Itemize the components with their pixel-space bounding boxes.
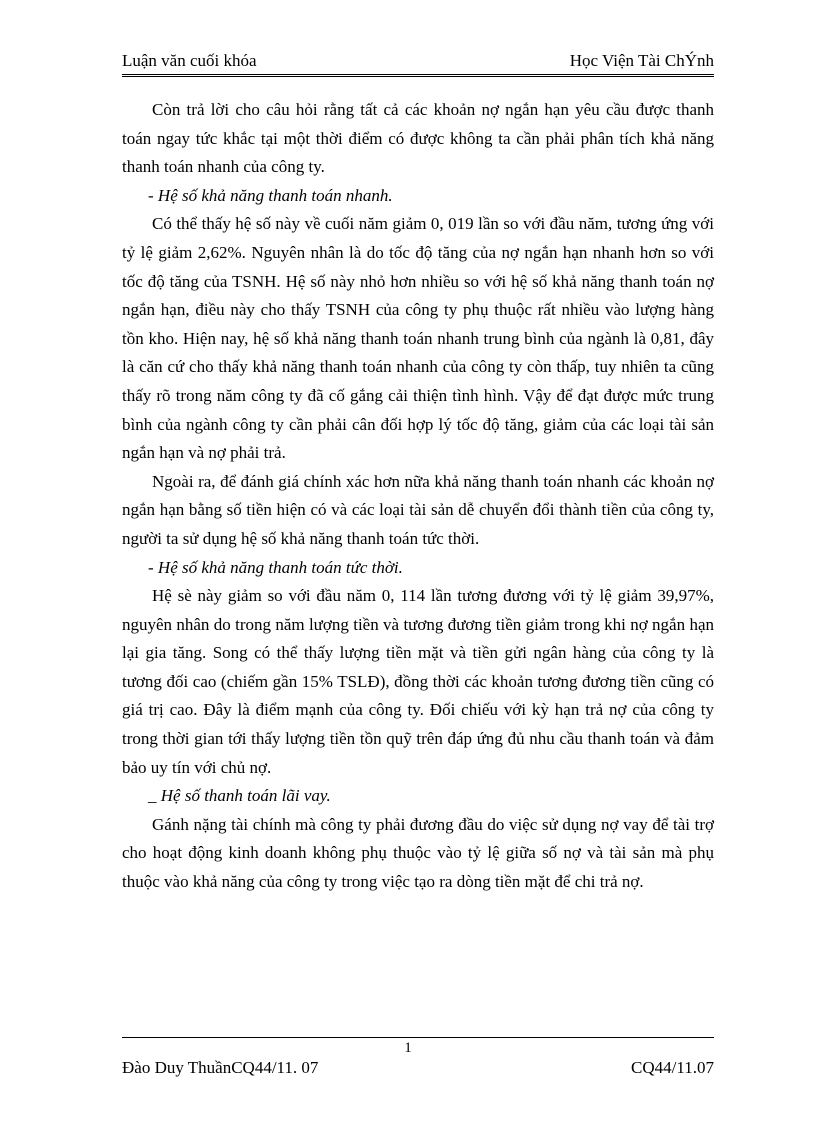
footer-author: Đào Duy ThuầnCQ44/11. 07 [122, 1058, 319, 1077]
section-heading: - Hệ số khả năng thanh toán tức thời. [148, 557, 403, 577]
page-header [122, 48, 714, 76]
document-body [122, 96, 714, 897]
footer-class-code: CQ44/11.07 [631, 1058, 714, 1077]
header-divider [122, 74, 714, 80]
section-heading: _ Hệ số thanh toán lãi vay. [148, 786, 331, 806]
paragraph: Hệ sè này giảm so với đầu năm 0, 114 lần tương đương với tỷ lệ giảm 39,97%, nguyên nhân do trong năm lượng tiền và tương đương tiền giảm trong khi nợ ngắn hạn lại gia tăng. Song có thể thấy lượng tiền mặt và tiền gửi ngân hàng của công ty là tương đối cao (chiếm gần 15% TSLĐ), đồng thời các khoản tương đương tiền cũng có giá trị cao. Đây là điểm mạnh của công ty. Đối chiếu với kỳ hạn trả nợ của công ty trong thời gian tới thấy lượng tiền tồn quỹ trên đáp ứng đủ nhu cầu thanh toán và đảm bảo uy tín với chủ nợ. [122, 586, 714, 777]
page-number: 1 [404, 1040, 412, 1056]
paragraph: Ngoài ra, để đánh giá chính xác hơn nữa khả năng thanh toán nhanh các khoản nợ ngắn hạn bằng số tiền hiện có và các loại tài sản dễ chuyển đổi thành tiền của công ty, người ta sử dụng hệ số khả năng thanh toán tức thời. [122, 471, 714, 548]
section-heading: - Hệ số khả năng thanh toán nhanh. [148, 185, 393, 205]
header-title-right: Học Viện Tài ChÝnh [569, 51, 714, 70]
footer-divider [122, 1037, 714, 1038]
paragraph: Có thể thấy hệ số này về cuối năm giảm 0, 019 lần so với đầu năm, tương ứng với tỷ lệ giảm 2,62%. Nguyên nhân là do tốc độ tăng của nợ ngắn hạn nhanh hơn so với tốc độ tăng của TSNH. Hệ số này nhỏ hơn nhiều so với hệ số khả năng thanh toán nợ ngắn hạn, điều này cho thấy TSNH của công ty phụ thuộc rất nhiều vào lượng hàng tồn kho. Hiện nay, hệ số khả năng thanh toán nhanh trung bình của ngành là 0,81, đây là căn cứ cho thấy khả năng thanh toán nhanh của công ty còn thấp, tuy nhiên ta cũng thấy rõ trong năm công ty đã cố gắng cải thiện tình hình. Vậy để đạt được mức trung bình của ngành công ty cần phải cân đối hợp lý tốc độ tăng, giảm của các loại tài sản ngắn hạn và nợ phải trả. [122, 214, 714, 463]
paragraph: Còn trả lời cho câu hỏi rằng tất cả các khoản nợ ngắn hạn yêu cầu được thanh toán ngay tức khắc tại một thời điểm có được không ta cần phải phân tích khả năng thanh toán nhanh của công ty. [122, 100, 714, 177]
paragraph: Gánh nặng tài chính mà công ty phải đương đầu do việc sử dụng nợ vay để tài trợ cho hoạt động kinh doanh không phụ thuộc vào tỷ lệ giữa số nợ và tài sản mà phụ thuộc vào khả năng của công ty trong việc tạo ra dòng tiền mặt để chi trả nợ. [122, 814, 714, 892]
header-title-left: Luận văn cuối khóa [122, 51, 257, 70]
